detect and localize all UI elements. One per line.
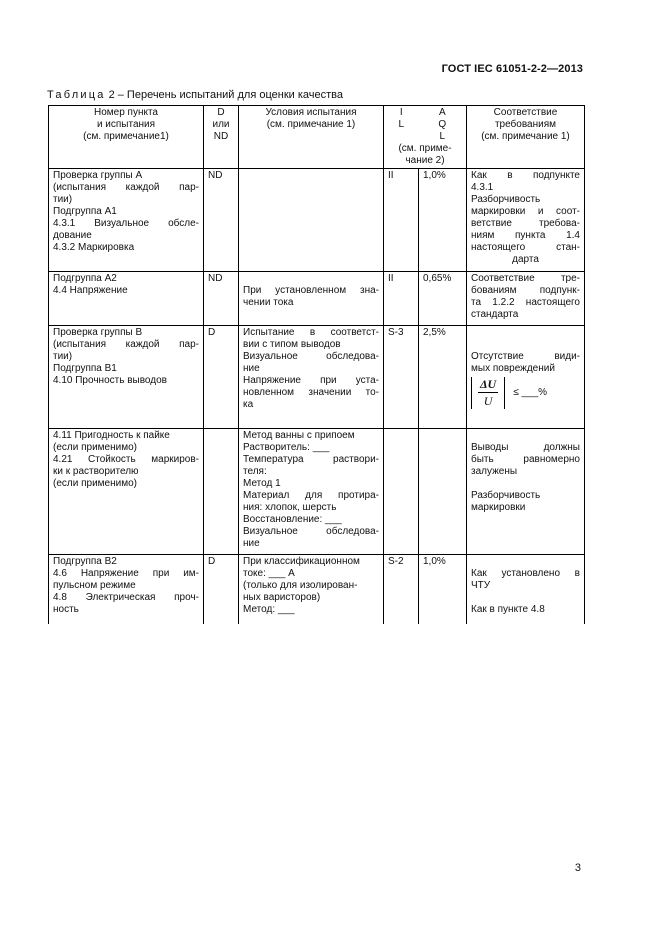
cell-aql: 2,5% — [419, 326, 467, 429]
table-row — [49, 429, 585, 555]
cell-compliance: Как установлено в ЧТУ Как в пункте 4.8 — [467, 555, 585, 625]
formula-limit: ≤ ___% — [513, 387, 548, 398]
document-code: ГОСТ IEC 61051-2-2—2013 — [441, 63, 583, 75]
header-item-number: Номер пункта и испытания (см. примечание1) — [49, 106, 204, 169]
cell-item: Проверка группы В (испытания каждой пар- тии) Подгруппа В1 4.10 Прочность выводов — [49, 326, 204, 429]
table-caption — [47, 89, 343, 101]
caption-label: Таблица — [47, 89, 106, 101]
cell-item: Проверка группы А (испытания каждой пар- тии) Подгруппа А1 4.3.1 Визуальное обсле- дование 4.3.2 Маркировка — [49, 169, 204, 272]
table-row — [49, 326, 585, 429]
cell-aql: 1,0% — [419, 169, 467, 272]
formula-denominator: U — [483, 394, 493, 408]
cell-conditions: Испытание в соответст- вии с типом выводов Визуальное обследова- ние Напряжение при уста- новленном значении то- ка — [239, 326, 384, 429]
cell-d-nd: D — [204, 326, 239, 429]
header-il-aql — [384, 106, 467, 169]
cell-il — [384, 429, 419, 555]
cell-compliance: Отсутствие види- мых повреждений $\frac{\Delta U}{U}$ ≤ ___% — [467, 326, 585, 429]
table-row — [49, 272, 585, 326]
cell-item: Подгруппа А2 4.4 Напряжение — [49, 272, 204, 326]
cell-aql — [419, 429, 467, 555]
cell-compliance: Соответствие тре- бованиям подпунк- та 1.2.2 настоящего стандарта — [467, 272, 585, 326]
cell-aql: 1,0% — [419, 555, 467, 625]
cell-conditions: При установленном зна- чении тока — [239, 272, 384, 326]
cell-compliance: Как в подпункте 4.3.1 Разборчивость маркировки и соот- ветствие требова- ниям пункта 1.4 настоящего стан- дарта — [467, 169, 585, 272]
cell-d-nd: D — [204, 555, 239, 625]
quality-test-table — [48, 105, 585, 624]
header-d-or-nd: D или ND — [204, 106, 239, 169]
table-row — [49, 169, 585, 272]
delta-u-formula — [471, 377, 547, 409]
cell-conditions: При классификационном токе: ___ А (только для изолирован- ных варисторов) Метод: ___ — [239, 555, 384, 625]
cell-d-nd — [204, 429, 239, 555]
cell-item: 4.11 Пригодность к пайке (если применимо) 4.21 Стойкость маркиров- ки к растворителю (если применимо) — [49, 429, 204, 555]
header-aql: A Q L — [438, 107, 447, 142]
cell-conditions: Метод ванны с припоем Растворитель: ___ Температура раствори- теля: Метод 1 Материал для протира- ния: хлопок, шерсть Восстановление: ___ Визуальное обследова- ние — [239, 429, 384, 555]
header-il: I L — [398, 107, 405, 130]
header-test-conditions: Условия испытания (см. примечание 1) — [239, 106, 384, 169]
cell-d-nd: ND — [204, 272, 239, 326]
cell-il: II — [384, 272, 419, 326]
cell-il: II — [384, 169, 419, 272]
cell-item: Подгруппа В2 4.6 Напряжение при им- пульсном режиме 4.8 Электрическая проч- ность — [49, 555, 204, 625]
header-compliance: Соответствие требованиям (см. примечание 1) — [467, 106, 585, 169]
cell-il: S-3 — [384, 326, 419, 429]
cell-aql: 0,65% — [419, 272, 467, 326]
page-number: 3 — [574, 862, 581, 874]
caption-text: 2 – Перечень испытаний для оценки качества — [105, 89, 344, 101]
cell-il: S-2 — [384, 555, 419, 625]
cell-conditions — [239, 169, 384, 272]
header-il-aql-note: (см. приме- чание 2) — [398, 143, 452, 166]
formula-numerator: ΔU — [480, 377, 497, 391]
cell-compliance: Выводы должны быть равномерно залужены Разборчивость маркировки — [467, 429, 585, 555]
cell-d-nd: ND — [204, 169, 239, 272]
table-row — [49, 555, 585, 625]
table-header-row — [49, 106, 585, 169]
